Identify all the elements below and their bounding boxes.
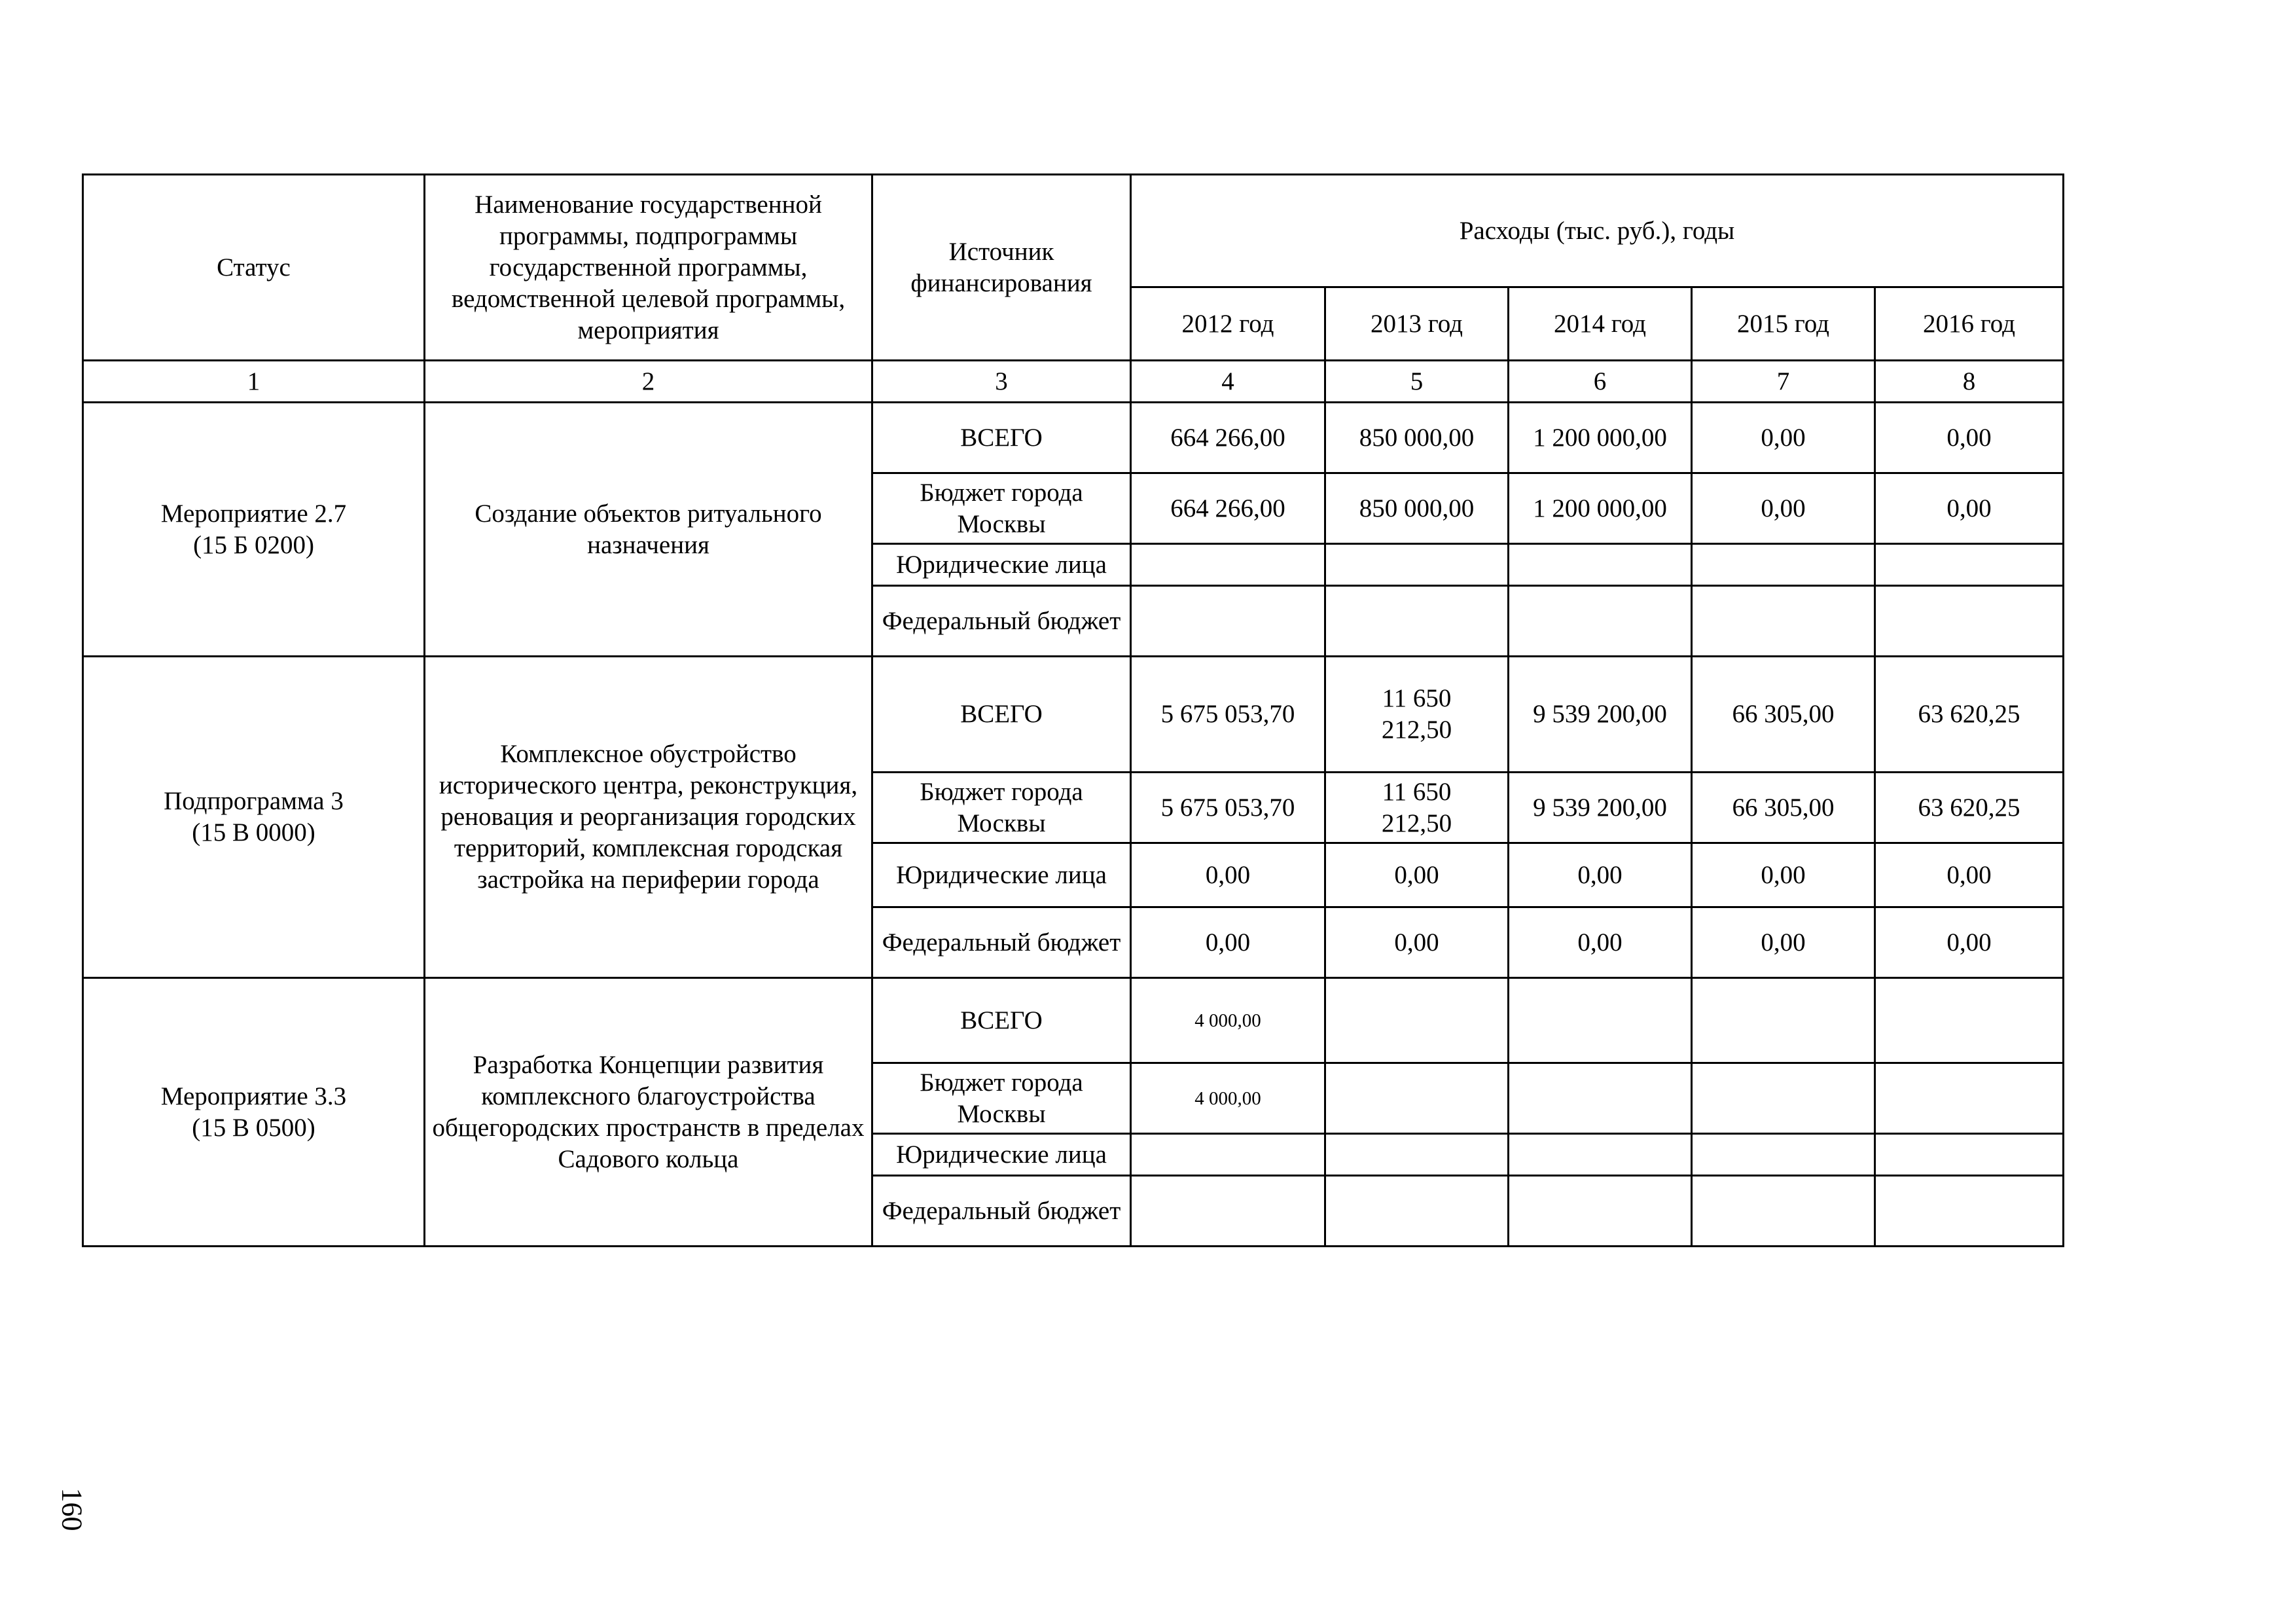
value-cell	[1875, 978, 2064, 1063]
value-cell	[1131, 544, 1325, 586]
header-year: 2016 год	[1875, 287, 2064, 361]
value-cell	[1692, 978, 1875, 1063]
value-cell	[1325, 586, 1509, 657]
value-cell: 664 266,00	[1131, 473, 1325, 544]
value-cell: 5 675 053,70	[1131, 773, 1325, 843]
value-cell: 1 200 000,00	[1509, 473, 1692, 544]
value-cell	[1875, 1063, 2064, 1134]
value-cell	[1875, 1134, 2064, 1176]
status-cell: Мероприятие 2.7 (15 Б 0200)	[83, 403, 425, 657]
source-cell: Федеральный бюджет	[872, 907, 1131, 978]
value-cell	[1325, 978, 1509, 1063]
value-cell: 0,00	[1131, 843, 1325, 907]
table-row	[83, 657, 2064, 773]
value-cell	[1325, 1134, 1509, 1176]
column-number: 6	[1509, 361, 1692, 403]
header-year: 2013 год	[1325, 287, 1509, 361]
header-year: 2014 год	[1509, 287, 1692, 361]
table-row	[83, 403, 2064, 473]
value-cell	[1692, 544, 1875, 586]
value-cell	[1875, 586, 2064, 657]
source-cell: Бюджет города Москвы	[872, 1063, 1131, 1134]
value-cell: 0,00	[1692, 403, 1875, 473]
value-cell: 63 620,25	[1875, 657, 2064, 773]
value-cell	[1131, 1134, 1325, 1176]
budget-table	[82, 173, 2064, 1247]
value-cell: 850 000,00	[1325, 403, 1509, 473]
value-cell: 0,00	[1875, 843, 2064, 907]
value-cell: 9 539 200,00	[1509, 657, 1692, 773]
value-cell	[1875, 1176, 2064, 1247]
value-cell	[1325, 544, 1509, 586]
value-cell	[1509, 1134, 1692, 1176]
name-cell: Создание объектов ритуального назначения	[425, 403, 872, 657]
value-cell	[1131, 1176, 1325, 1247]
source-cell: ВСЕГО	[872, 403, 1131, 473]
column-number: 4	[1131, 361, 1325, 403]
source-cell: Юридические лица	[872, 1134, 1131, 1176]
value-cell	[1325, 1063, 1509, 1134]
value-cell: 0,00	[1875, 473, 2064, 544]
value-cell: 0,00	[1875, 907, 2064, 978]
value-cell	[1325, 1176, 1509, 1247]
column-number-row	[83, 361, 2064, 403]
value-cell	[1131, 586, 1325, 657]
column-number: 1	[83, 361, 425, 403]
value-cell: 63 620,25	[1875, 773, 2064, 843]
name-cell: Комплексное обустройство исторического центра, реконструкция, реновация и реорганизация городских территорий, комплексная городская застройка на периферии города	[425, 657, 872, 978]
value-cell: 0,00	[1692, 473, 1875, 544]
value-cell: 664 266,00	[1131, 403, 1325, 473]
status-cell: Мероприятие 3.3 (15 В 0500)	[83, 978, 425, 1247]
header-year: 2012 год	[1131, 287, 1325, 361]
value-cell: 0,00	[1325, 843, 1509, 907]
column-number: 5	[1325, 361, 1509, 403]
value-cell: 11 650 212,50	[1325, 657, 1509, 773]
value-cell: 0,00	[1692, 907, 1875, 978]
value-cell	[1509, 544, 1692, 586]
value-cell	[1509, 1176, 1692, 1247]
source-cell: Бюджет города Москвы	[872, 773, 1131, 843]
status-cell: Подпрограмма 3 (15 В 0000)	[83, 657, 425, 978]
page-number: 160	[56, 1487, 88, 1531]
value-cell: 0,00	[1692, 843, 1875, 907]
value-cell: 4 000,00	[1131, 978, 1325, 1063]
column-number: 2	[425, 361, 872, 403]
value-cell: 850 000,00	[1325, 473, 1509, 544]
value-cell	[1509, 1063, 1692, 1134]
header-source: Источник финансирования	[872, 175, 1131, 361]
value-cell: 0,00	[1509, 843, 1692, 907]
value-cell	[1692, 586, 1875, 657]
source-cell: ВСЕГО	[872, 657, 1131, 773]
source-cell: Федеральный бюджет	[872, 1176, 1131, 1247]
value-cell: 0,00	[1875, 403, 2064, 473]
value-cell: 0,00	[1131, 907, 1325, 978]
value-cell: 66 305,00	[1692, 773, 1875, 843]
source-cell: Бюджет города Москвы	[872, 473, 1131, 544]
column-number: 7	[1692, 361, 1875, 403]
header-year: 2015 год	[1692, 287, 1875, 361]
value-cell	[1692, 1063, 1875, 1134]
header-name: Наименование государственной программы, подпрограммы государственной программы, ведомственной целевой программы, мероприятия	[425, 175, 872, 361]
value-cell: 4 000,00	[1131, 1063, 1325, 1134]
value-cell: 0,00	[1325, 907, 1509, 978]
header-row	[83, 175, 2064, 287]
name-cell: Разработка Концепции развития комплексного благоустройства общегородских пространств в пределах Садового кольца	[425, 978, 872, 1247]
value-cell	[1509, 978, 1692, 1063]
column-number: 3	[872, 361, 1131, 403]
source-cell: Федеральный бюджет	[872, 586, 1131, 657]
header-expenses: Расходы (тыс. руб.), годы	[1131, 175, 2064, 287]
source-cell: Юридические лица	[872, 843, 1131, 907]
value-cell: 9 539 200,00	[1509, 773, 1692, 843]
value-cell	[1875, 544, 2064, 586]
source-cell: ВСЕГО	[872, 978, 1131, 1063]
value-cell: 0,00	[1509, 907, 1692, 978]
source-cell: Юридические лица	[872, 544, 1131, 586]
value-cell	[1692, 1176, 1875, 1247]
value-cell: 66 305,00	[1692, 657, 1875, 773]
column-number: 8	[1875, 361, 2064, 403]
value-cell	[1509, 586, 1692, 657]
value-cell: 5 675 053,70	[1131, 657, 1325, 773]
value-cell: 1 200 000,00	[1509, 403, 1692, 473]
header-status: Статус	[83, 175, 425, 361]
table-row	[83, 978, 2064, 1063]
value-cell: 11 650 212,50	[1325, 773, 1509, 843]
value-cell	[1692, 1134, 1875, 1176]
